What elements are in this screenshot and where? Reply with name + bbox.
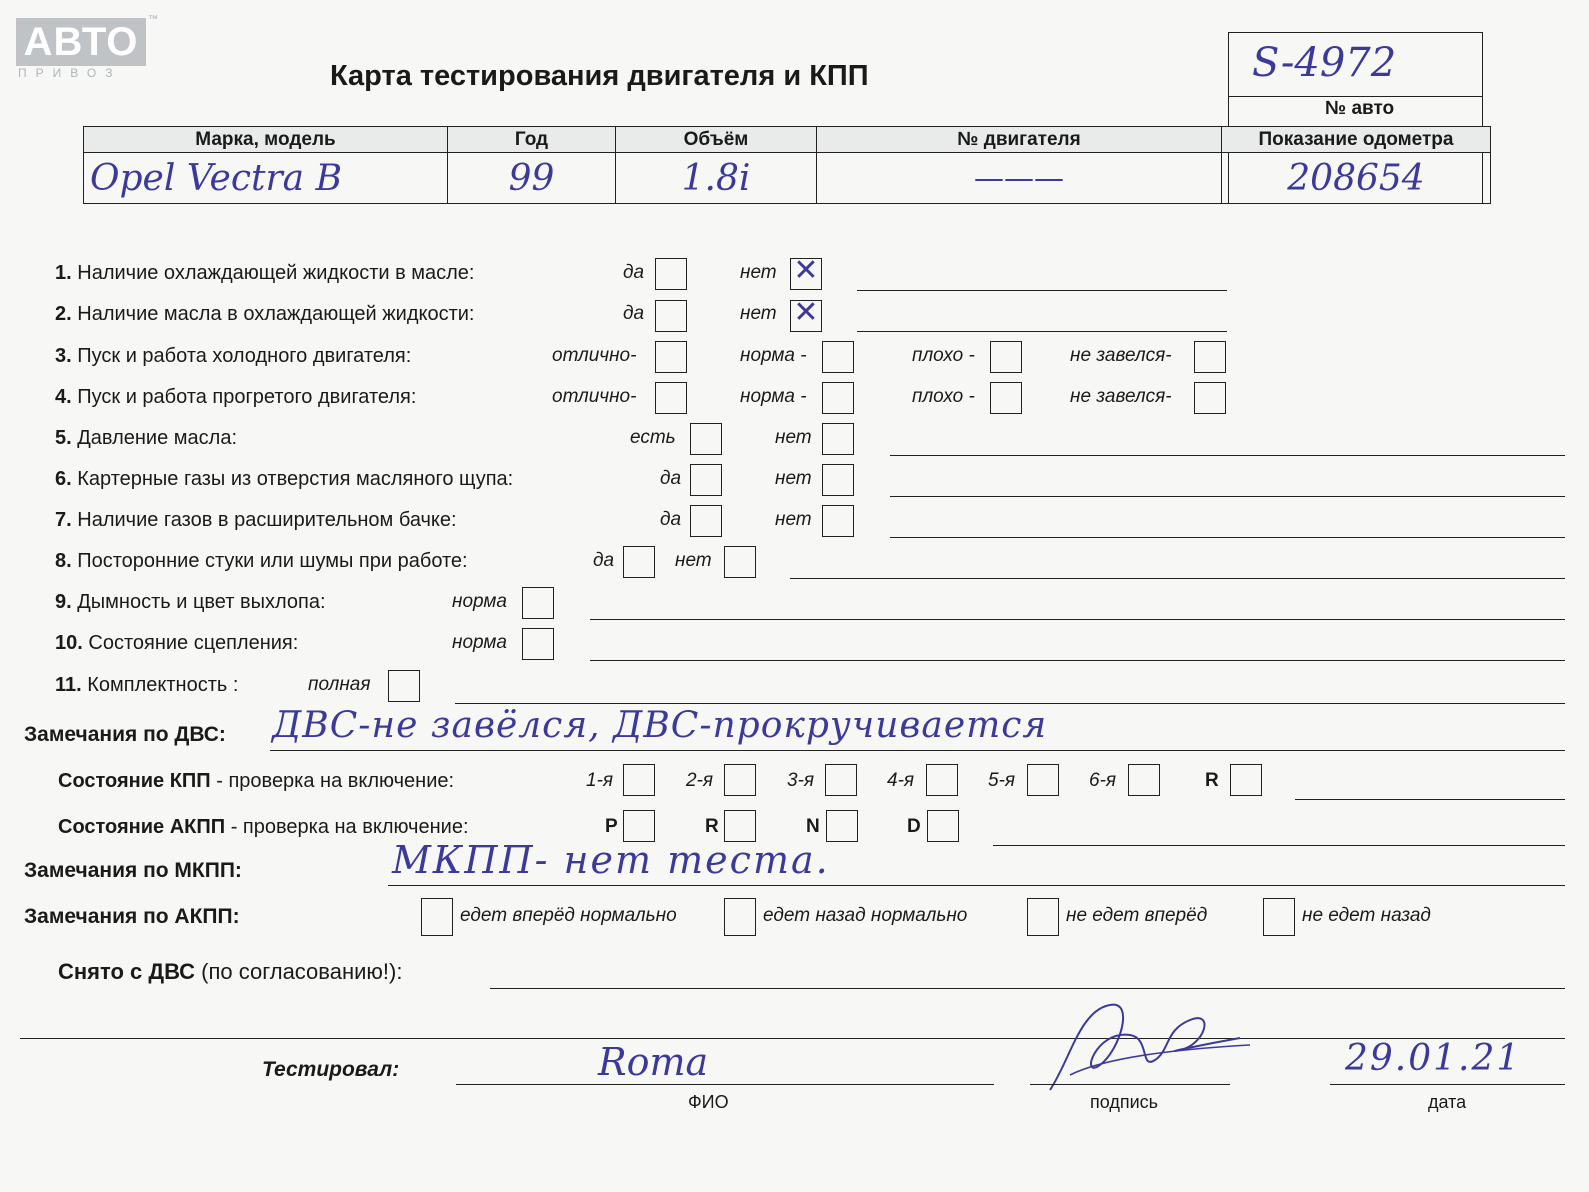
signature-caption: подпись [1090, 1092, 1159, 1112]
checkbox-gear-r[interactable] [1230, 764, 1262, 796]
date-value: 29.01.21 [1345, 1038, 1522, 1079]
checkbox-gear-2[interactable] [724, 764, 756, 796]
date-caption: дата [1428, 1092, 1467, 1112]
checkbox-mode-d[interactable] [927, 810, 959, 842]
mode-label: N [806, 816, 820, 837]
opt-label: полная [308, 674, 371, 695]
checkbox-item4-normal[interactable] [822, 382, 854, 414]
opt-yes-label: да [623, 303, 645, 324]
item-6: 6. Картерные газы из отверстия масляного щупа: [55, 468, 514, 490]
checkbox-gear-1[interactable] [623, 764, 655, 796]
checkbox-no-backward[interactable] [1263, 898, 1295, 936]
checkbox-backward-ok[interactable] [724, 898, 756, 936]
opt-label: норма [452, 632, 507, 653]
checkbox-item1-yes[interactable] [655, 258, 687, 290]
model-value: Opel Vectra B [84, 153, 448, 204]
checkbox-no-forward[interactable] [1027, 898, 1059, 936]
logo: АВТО [16, 18, 146, 66]
checkbox-item5-yes[interactable] [690, 423, 722, 455]
checkbox-gear-4[interactable] [926, 764, 958, 796]
opt-label: норма - [740, 345, 807, 366]
item-11: 11. Комплектность : [55, 674, 239, 696]
col-model: Марка, модель [84, 127, 448, 153]
auto-number-value: S-4972 [1252, 40, 1397, 86]
item-10: 10. Состояние сцепления: [55, 632, 299, 654]
year-value: 99 [448, 153, 616, 204]
gear-label: 5-я [988, 770, 1016, 791]
opt-label: есть [630, 427, 676, 448]
mode-label: D [907, 816, 921, 837]
opt-label: плохо - [912, 386, 975, 407]
item-5: 5. Давление масла: [55, 427, 237, 449]
checkbox-gear-6[interactable] [1128, 764, 1160, 796]
mode-label: R [705, 816, 719, 837]
opt-label: едет вперёд нормально [460, 905, 677, 926]
opt-label: норма - [740, 386, 807, 407]
opt-label: отлично- [552, 345, 637, 366]
checkbox-item3-excellent[interactable] [655, 341, 687, 373]
checkbox-item3-normal[interactable] [822, 341, 854, 373]
gear-label: 2-я [686, 770, 714, 791]
checkbox-gear-3[interactable] [825, 764, 857, 796]
gear-label: 6-я [1089, 770, 1117, 791]
opt-label: да [660, 468, 682, 489]
col-odometer: Показание одометра [1222, 127, 1491, 153]
opt-label: плохо - [912, 345, 975, 366]
auto-number-label: № авто [1325, 98, 1395, 119]
kpp-label: Состояние КПП - проверка на включение: [58, 770, 455, 792]
opt-label: да [593, 550, 615, 571]
item-3: 3. Пуск и работа холодного двигателя: [55, 345, 412, 367]
logo-subtitle: ПРИВОЗ [18, 66, 122, 80]
item-7: 7. Наличие газов в расширительном бачке: [55, 509, 457, 531]
gear-label: 4-я [887, 770, 915, 791]
opt-label: нет [775, 468, 812, 489]
checkbox-item7-yes[interactable] [690, 505, 722, 537]
page-title: Карта тестирования двигателя и КПП [330, 60, 869, 92]
tester-name: Roma [598, 1040, 709, 1084]
checkbox-item4-excellent[interactable] [655, 382, 687, 414]
opt-label: нет [675, 550, 712, 571]
col-engine-number: № двигателя [817, 127, 1222, 153]
dvs-remarks-label: Замечания по ДВС: [24, 723, 226, 746]
engine-number-value: ——— [817, 153, 1222, 204]
checkbox-item2-no[interactable]: ✕ [790, 300, 822, 332]
item-9: 9. Дымность и цвет выхлопа: [55, 591, 326, 613]
opt-no-label: нет [740, 303, 777, 324]
name-caption: ФИО [688, 1092, 729, 1112]
removed-label: Снято с ДВС (по согласованию!): [58, 959, 403, 984]
checkbox-item11-full[interactable] [388, 670, 420, 702]
checkbox-item10-normal[interactable] [522, 628, 554, 660]
opt-label: не завелся- [1070, 345, 1172, 366]
opt-label: не едет вперёд [1066, 905, 1208, 926]
opt-yes-label: да [623, 262, 645, 283]
opt-label: нет [775, 427, 812, 448]
opt-label: не едет назад [1302, 905, 1431, 926]
checkbox-forward-ok[interactable] [421, 898, 453, 936]
gear-label: 3-я [787, 770, 815, 791]
akpp-remarks-label: Замечания по АКПП: [24, 905, 240, 928]
dvs-remarks-value: ДВС-не завёлся, ДВС-прокручивается [272, 705, 1048, 746]
checkbox-item3-not-started[interactable] [1194, 341, 1226, 373]
akpp-label: Состояние АКПП - проверка на включение: [58, 816, 469, 838]
opt-no-label: нет [740, 262, 777, 283]
checkbox-item6-no[interactable] [822, 464, 854, 496]
checkbox-item3-bad[interactable] [990, 341, 1022, 373]
mkpp-remarks-value: МКПП- нет теста. [392, 838, 830, 882]
gear-label: 1-я [586, 770, 614, 791]
opt-label: норма [452, 591, 507, 612]
vehicle-info-table [83, 126, 1491, 204]
item-2: 2. Наличие масла в охлаждающей жидкости: [55, 303, 475, 325]
checkbox-item8-yes[interactable] [623, 546, 655, 578]
item-4: 4. Пуск и работа прогретого двигателя: [55, 386, 417, 408]
checkbox-gear-5[interactable] [1027, 764, 1059, 796]
checkbox-mode-n[interactable] [826, 810, 858, 842]
opt-label: нет [775, 509, 812, 530]
tested-by-label: Тестировал: [262, 1058, 400, 1081]
checkbox-item8-no[interactable] [724, 546, 756, 578]
odometer-value: 208654 [1222, 153, 1491, 204]
opt-label: отлично- [552, 386, 637, 407]
checkbox-item7-no[interactable] [822, 505, 854, 537]
checkbox-item9-normal[interactable] [522, 587, 554, 619]
col-year: Год [448, 127, 616, 153]
opt-label: да [660, 509, 682, 530]
checkbox-item2-yes[interactable] [655, 300, 687, 332]
checkbox-item4-not-started[interactable] [1194, 382, 1226, 414]
checkbox-item4-bad[interactable] [990, 382, 1022, 414]
volume-value: 1.8i [616, 153, 817, 204]
mkpp-remarks-label: Замечания по МКПП: [24, 859, 242, 882]
gear-label: R [1205, 770, 1219, 791]
logo-tm: ™ [148, 14, 158, 25]
checkbox-item1-no[interactable]: ✕ [790, 258, 822, 290]
col-volume: Объём [616, 127, 817, 153]
mode-label: P [605, 816, 618, 837]
checkbox-item5-no[interactable] [822, 423, 854, 455]
checkbox-item6-yes[interactable] [690, 464, 722, 496]
item-8: 8. Посторонние стуки или шумы при работе: [55, 550, 468, 572]
opt-label: едет назад нормально [763, 905, 968, 926]
item-1: 1. Наличие охлаждающей жидкости в масле: [55, 262, 475, 284]
opt-label: не завелся- [1070, 386, 1172, 407]
